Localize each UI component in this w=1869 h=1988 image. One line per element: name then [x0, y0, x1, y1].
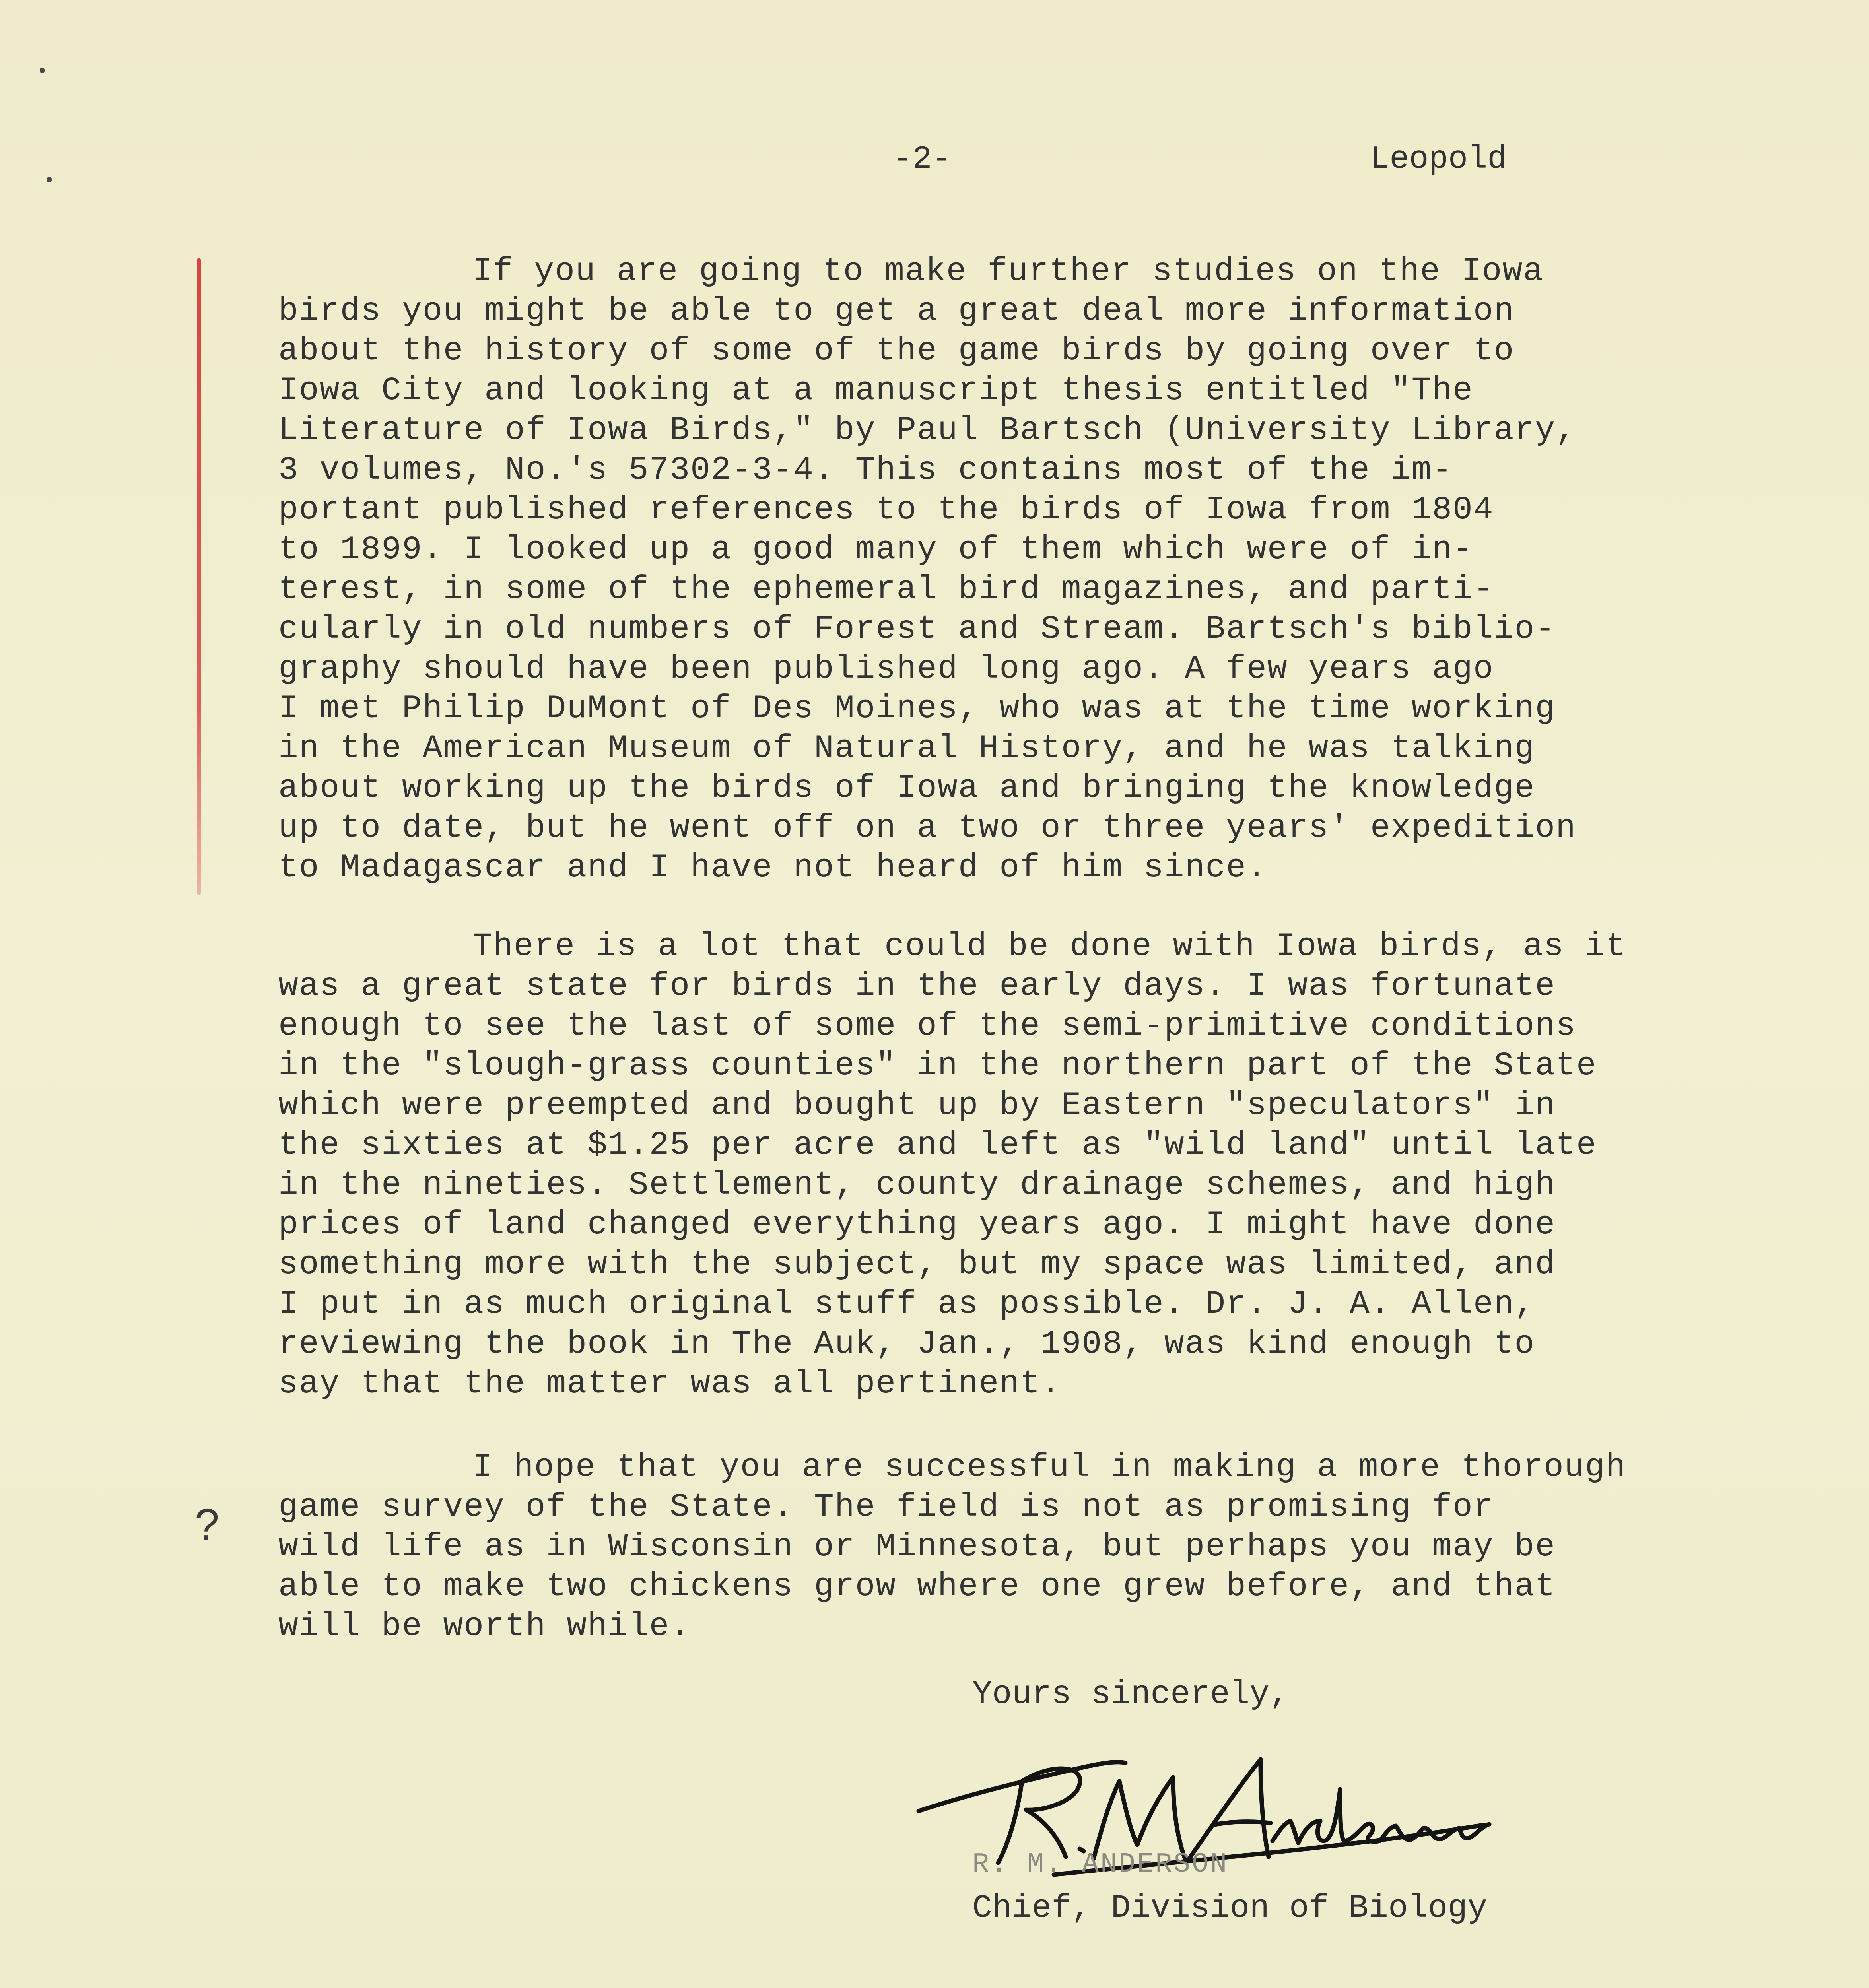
header-recipient-name: Leopold	[1370, 141, 1507, 178]
paragraph-1	[278, 251, 1576, 887]
text-line: I met Philip DuMont of Des Moines, who was at the time working	[278, 690, 1556, 727]
text-line: graphy should have been published long ago. A few years ago	[278, 650, 1494, 687]
text-line: up to date, but he went off on a two or three years' expedition	[278, 809, 1576, 846]
text-line: about the history of some of the game birds by going over to	[278, 332, 1515, 369]
text-line: in the nineties. Settlement, county drainage schemes, and high	[278, 1166, 1556, 1204]
paragraph-3	[278, 1447, 1626, 1646]
text-line: to 1899. I looked up a good many of them which were of in-	[278, 531, 1473, 568]
margin-dot-top	[40, 68, 45, 73]
text-line: wild life as in Wisconsin or Minnesota, but perhaps you may be	[278, 1528, 1556, 1565]
text-line: able to make two chickens grow where one grew before, and that	[278, 1568, 1556, 1605]
text-line: about working up the birds of Iowa and bringing the knowledge	[278, 769, 1535, 807]
closing-salutation: Yours sincerely,	[972, 1675, 1289, 1713]
text-line: cularly in old numbers of Forest and Stream. Bartsch's biblio-	[278, 610, 1556, 648]
text-line: prices of land changed everything years ago. I might have done	[278, 1206, 1556, 1243]
text-line: reviewing the book in The Auk, Jan., 1908, was kind enough to	[278, 1325, 1535, 1363]
text-line: something more with the subject, but my space was limited, and	[278, 1246, 1556, 1283]
text-line: will be worth while.	[278, 1607, 691, 1645]
margin-question-mark: ?	[195, 1500, 220, 1549]
text-line: portant published references to the birds of Iowa from 1804	[278, 491, 1494, 528]
paragraph-2	[278, 926, 1626, 1404]
text-line: to Madagascar and I have not heard of him since.	[278, 849, 1267, 886]
text-line: in the American Museum of Natural History, and he was talking	[278, 730, 1535, 767]
typed-signatory-name: R. M. ANDERSON	[972, 1849, 1229, 1880]
text-line: enough to see the last of some of the semi-primitive conditions	[278, 1007, 1576, 1044]
text-line: terest, in some of the ephemeral bird magazines, and parti-	[278, 571, 1494, 608]
margin-dot-upper	[47, 177, 52, 182]
page-number: -2-	[893, 141, 952, 178]
text-line: I put in as much original stuff as possible. Dr. J. A. Allen,	[278, 1285, 1535, 1323]
signatory-title: Chief, Division of Biology	[972, 1889, 1488, 1927]
text-line: game survey of the State. The field is not as promising for	[278, 1488, 1494, 1526]
text-line: There is a lot that could be done with Iowa birds, as it	[472, 928, 1626, 965]
text-line: If you are going to make further studies on the Iowa	[472, 252, 1544, 290]
text-line: Literature of Iowa Birds," by Paul Bartsch (University Library,	[278, 412, 1576, 449]
text-line: which were preempted and bought up by Eastern "speculators" in	[278, 1087, 1556, 1124]
text-line: I hope that you are successful in making a more thorough	[472, 1448, 1626, 1486]
text-line: 3 volumes, No.'s 57302-3-4. This contains most of the im-	[278, 451, 1453, 489]
text-line: birds you might be able to get a great deal more information	[278, 292, 1515, 330]
red-margin-line	[197, 258, 201, 895]
text-line: in the "slough-grass counties" in the northern part of the State	[278, 1047, 1597, 1084]
text-line: say that the matter was all pertinent.	[278, 1365, 1061, 1402]
text-line: Iowa City and looking at a manuscript thesis entitled "The	[278, 372, 1473, 409]
text-line: the sixties at $1.25 per acre and left as "wild land" until late	[278, 1126, 1597, 1164]
text-line: was a great state for birds in the early days. I was fortunate	[278, 967, 1556, 1005]
